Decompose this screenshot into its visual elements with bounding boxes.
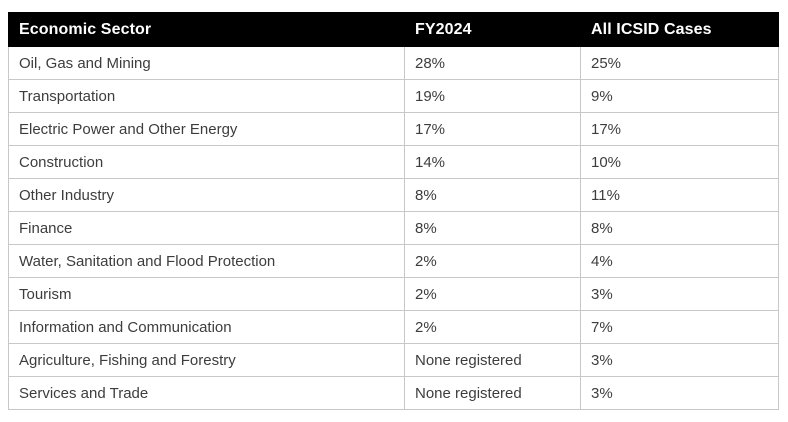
all-icsid-cell: 25% [581, 47, 779, 80]
sector-cell: Electric Power and Other Energy [9, 113, 405, 146]
all-icsid-cell: 8% [581, 212, 779, 245]
sector-cell: Transportation [9, 80, 405, 113]
all-icsid-cell: 3% [581, 377, 779, 410]
sector-cell: Other Industry [9, 179, 405, 212]
all-icsid-cell: 4% [581, 245, 779, 278]
all-icsid-cell: 7% [581, 311, 779, 344]
table-row [9, 179, 779, 212]
table-row [9, 344, 779, 377]
table-row [9, 47, 779, 80]
table-row [9, 146, 779, 179]
fy2024-cell: 19% [405, 80, 581, 113]
table-row [9, 377, 779, 410]
column-header-fy2024: FY2024 [405, 13, 581, 47]
table-header-row [9, 13, 779, 47]
sector-cell: Information and Communication [9, 311, 405, 344]
sector-cell: Agriculture, Fishing and Forestry [9, 344, 405, 377]
all-icsid-cell: 9% [581, 80, 779, 113]
table-row [9, 113, 779, 146]
all-icsid-cell: 10% [581, 146, 779, 179]
table-row [9, 80, 779, 113]
sector-cell: Construction [9, 146, 405, 179]
table-row [9, 245, 779, 278]
fy2024-cell: 2% [405, 245, 581, 278]
all-icsid-cell: 3% [581, 344, 779, 377]
fy2024-cell: 14% [405, 146, 581, 179]
column-header-economic-sector: Economic Sector [9, 13, 405, 47]
sector-cell: Water, Sanitation and Flood Protection [9, 245, 405, 278]
fy2024-cell: 2% [405, 311, 581, 344]
all-icsid-cell: 17% [581, 113, 779, 146]
sector-cell: Tourism [9, 278, 405, 311]
table-row [9, 311, 779, 344]
sector-cell: Services and Trade [9, 377, 405, 410]
table-row [9, 278, 779, 311]
economic-sector-table-container [8, 12, 779, 410]
fy2024-cell: 8% [405, 212, 581, 245]
fy2024-cell: 28% [405, 47, 581, 80]
fy2024-cell: 2% [405, 278, 581, 311]
economic-sector-table [8, 12, 779, 410]
all-icsid-cell: 11% [581, 179, 779, 212]
sector-cell: Finance [9, 212, 405, 245]
fy2024-cell: 8% [405, 179, 581, 212]
column-header-all-icsid-cases: All ICSID Cases [581, 13, 779, 47]
fy2024-cell: None registered [405, 344, 581, 377]
all-icsid-cell: 3% [581, 278, 779, 311]
sector-cell: Oil, Gas and Mining [9, 47, 405, 80]
table-row [9, 212, 779, 245]
fy2024-cell: 17% [405, 113, 581, 146]
fy2024-cell: None registered [405, 377, 581, 410]
